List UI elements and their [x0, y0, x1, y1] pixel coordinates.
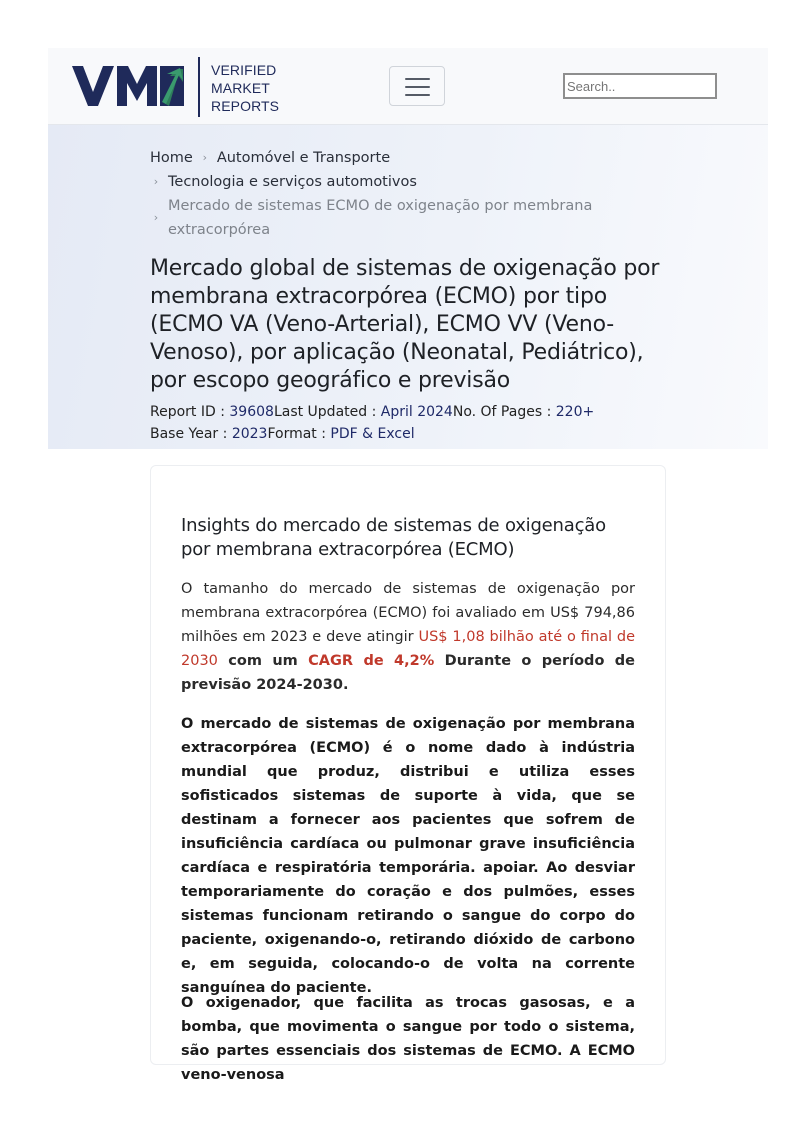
logo-divider	[198, 57, 200, 117]
chevron-right-icon: ›	[202, 151, 208, 164]
chevron-right-icon: ›	[153, 175, 159, 188]
breadcrumb	[150, 146, 620, 242]
pages-label: No. Of Pages :	[452, 404, 556, 420]
meta-row-2	[150, 423, 594, 445]
report-id-value: 39608	[229, 404, 274, 420]
report-meta	[150, 401, 594, 445]
logo-line-2: MARKET	[211, 80, 270, 96]
breadcrumb-row-2	[150, 170, 620, 194]
page-title: Mercado global de sistemas de oxigenação por membrana extracorpórea (ECMO) por tipo (ECMO VA (Veno-Arterial), ECMO VV (Veno-Venoso), por aplicação (Neonatal, Pediátrico), por escopo geográfico e previsão	[150, 256, 660, 393]
logo-line-1: VERIFIED	[211, 62, 277, 78]
insights-paragraph-3: O oxigenador, que facilita as trocas gasosas, e a bomba, que movimenta o sangue por todo o sistema, são partes essenciais dos sistemas de ECMO. A ECMO veno-venosa	[181, 995, 635, 1083]
menu-toggle-button[interactable]	[389, 66, 445, 106]
breadcrumb-home[interactable]: Home	[150, 150, 193, 166]
site-logo[interactable]	[72, 57, 282, 117]
updated-label: Last Updated :	[273, 404, 381, 420]
p1-highlight-value: US$ 1,08 bilhão até o final de 2030	[181, 629, 635, 669]
breadcrumb-category[interactable]: Automóvel e Transporte	[216, 150, 391, 166]
page-frame	[48, 48, 768, 1123]
breadcrumb-current: Mercado de sistemas ECMO de oxigenação por membrana extracorpórea	[168, 198, 593, 238]
format-label: Format :	[267, 426, 331, 442]
p1-text-a: O tamanho do mercado de sistemas de oxigenação por membrana extracorpórea (ECMO) foi avaliado em US$ 794,86 milhões em 2023 e deve atingir	[181, 581, 635, 645]
vmr-logo-mark	[72, 66, 184, 106]
report-hero	[48, 125, 768, 449]
base-year-label: Base Year :	[150, 426, 232, 442]
updated-value: April 2024	[380, 404, 453, 420]
p1-text-e: Durante o período de previsão 2024-2030.	[181, 653, 635, 693]
logo-wordmark	[211, 61, 279, 115]
report-id-label: Report ID :	[150, 404, 230, 420]
p1-highlight-cagr: CAGR de 4,2%	[308, 653, 435, 669]
pages-value: 220+	[555, 404, 595, 420]
format-value: PDF & Excel	[330, 426, 415, 442]
insights-paragraph-1	[181, 577, 635, 697]
base-year-value: 2023	[231, 426, 268, 442]
logo-line-3: REPORTS	[211, 98, 280, 114]
breadcrumb-subcategory[interactable]: Tecnologia e serviços automotivos	[168, 174, 417, 190]
p1-text-c: com um	[217, 653, 309, 669]
breadcrumb-row-1	[150, 146, 620, 170]
insights-paragraph-2: O mercado de sistemas de oxigenação por membrana extracorpórea (ECMO) é o nome dado à indústria mundial que produz, distribui e utiliza esses sofisticados sistemas de suporte à vida, que se destinam a fornecer aos pacientes que sofrem de insuficiência cardíaca ou pulmonar grave insuficiência cardíaca e respiratória temporária. apoiar. Ao desviar temporariamente do coração e dos pulmões, esses sistemas funcionam retirando o sangue do corpo do paciente, oxigenando-o, retirando dióxido de carbono e, em seguida, colocando-o de volta na corrente sanguínea do paciente.	[181, 716, 635, 996]
site-header	[48, 48, 768, 125]
search-input[interactable]	[563, 73, 717, 99]
meta-row-1	[150, 401, 594, 423]
insights-heading: Insights do mercado de sistemas de oxigenação por membrana extracorpórea (ECMO)	[181, 515, 606, 560]
chevron-right-icon: ›	[153, 211, 159, 224]
breadcrumb-row-3	[150, 194, 620, 242]
insights-card	[150, 465, 666, 1083]
